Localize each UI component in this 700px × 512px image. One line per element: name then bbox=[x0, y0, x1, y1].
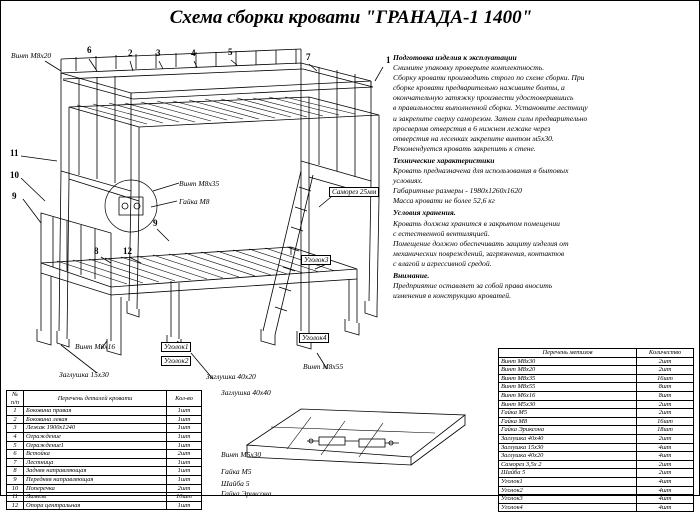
cell-name: Ламель bbox=[24, 493, 167, 502]
instruction-block-2 bbox=[393, 208, 693, 268]
table-row bbox=[499, 400, 694, 409]
callout-number-10: 10 bbox=[10, 170, 19, 180]
table-header-row bbox=[499, 349, 694, 358]
instruction-heading: Условия хранения. bbox=[393, 208, 456, 218]
page-title: Схема сборки кровати "ГРАНАДА-1 1400" bbox=[169, 7, 533, 28]
cell-name: Передняя направляющая bbox=[24, 475, 167, 484]
cell-qty: 4шт bbox=[637, 503, 694, 512]
cell-name: Лестница bbox=[24, 458, 167, 467]
cell-name: Ограждение bbox=[24, 432, 167, 441]
parts-header-name: Перечень деталей кровати bbox=[24, 391, 167, 407]
cell-qty: 2шт bbox=[167, 450, 202, 459]
cell-qty: 2шт bbox=[637, 460, 694, 469]
cell-qty: 10шт bbox=[167, 493, 202, 502]
label-samorez-25mm: Саморез 25мм bbox=[329, 187, 379, 197]
cell-qty: 8шт bbox=[637, 383, 694, 392]
cell-qty: 1шт bbox=[167, 407, 202, 416]
cell-qty: 4шт bbox=[637, 443, 694, 452]
table-row bbox=[7, 493, 202, 502]
callout-number-7: 7 bbox=[306, 52, 311, 62]
cell-index: 6 bbox=[7, 450, 24, 459]
callout-number-6: 6 bbox=[87, 45, 92, 55]
cell-qty: 1шт bbox=[167, 432, 202, 441]
parts-header-index: № п/п bbox=[7, 391, 24, 407]
cell-name: Винт М6х16 bbox=[499, 391, 637, 400]
cell-index: 9 bbox=[7, 475, 24, 484]
cell-index: 4 bbox=[7, 432, 24, 441]
cell-qty: 2шт bbox=[637, 366, 694, 375]
hardware-header-name: Перечень метизов bbox=[499, 349, 637, 358]
cell-name: Опора центральная bbox=[24, 501, 167, 510]
instructions-column bbox=[393, 53, 693, 303]
table-row bbox=[499, 391, 694, 400]
instruction-line: изменения в конструкцию кроватей. bbox=[393, 291, 511, 301]
instruction-heading: Внимание. bbox=[393, 270, 430, 280]
cell-name: Гайка М8 bbox=[499, 417, 637, 426]
instruction-line: Помещение должно обеспечивать защиту изделия от bbox=[393, 238, 569, 248]
table-row bbox=[499, 443, 694, 452]
instruction-line: механических повреждений, загрязнения, контактов bbox=[393, 248, 565, 258]
cell-qty: 4шт bbox=[637, 452, 694, 461]
instruction-line: Предприятие оставляет за собой права вносить bbox=[393, 281, 553, 291]
cell-name: Задняя направляющая bbox=[24, 467, 167, 476]
cell-qty: 8шт bbox=[637, 391, 694, 400]
cell-name: Саморез 3,5х 2 bbox=[499, 460, 637, 469]
instruction-line: Снимите упаковку проверьте комплектность. bbox=[393, 63, 545, 73]
cell-qty: 1шт bbox=[167, 467, 202, 476]
table-row bbox=[7, 475, 202, 484]
hardware-table bbox=[498, 348, 694, 512]
table-row bbox=[499, 503, 694, 512]
cell-name: Уголок4 bbox=[499, 503, 637, 512]
table-row bbox=[499, 409, 694, 418]
callout-number-3: 3 bbox=[156, 48, 161, 58]
label-gaika-m5: Гайка М5 bbox=[221, 467, 252, 476]
hardware-header-qty: Количество bbox=[637, 349, 694, 358]
cell-qty: 1шт bbox=[167, 458, 202, 467]
instruction-block-0 bbox=[393, 53, 693, 153]
instruction-line: сборке кровати предварительно наживите болты, а bbox=[393, 83, 565, 93]
table-row bbox=[7, 432, 202, 441]
cell-qty: 4шт bbox=[637, 486, 694, 495]
table-row bbox=[499, 426, 694, 435]
cell-name: Встойка bbox=[24, 450, 167, 459]
callout-number-2: 2 bbox=[128, 48, 133, 58]
cell-name: Боковина левая bbox=[24, 415, 167, 424]
cell-index: 3 bbox=[7, 424, 24, 433]
cell-name: Винт М8х35 bbox=[499, 374, 637, 383]
table-row bbox=[499, 486, 694, 495]
cell-qty: 1шт bbox=[167, 441, 202, 450]
label-shaiba-5: Шайба 5 bbox=[221, 479, 250, 488]
cell-qty: 1шт bbox=[167, 424, 202, 433]
instruction-line: Кровать предназначена для использования в бытовых bbox=[393, 166, 569, 176]
instruction-line: с естественной вентиляцией. bbox=[393, 228, 490, 238]
label-ugolok4: Уголок4 bbox=[299, 333, 329, 343]
cell-name: Заглушка 15х30 bbox=[499, 443, 637, 452]
cell-qty: 1шт bbox=[167, 501, 202, 510]
table-header-row bbox=[7, 391, 202, 407]
table-row bbox=[499, 383, 694, 392]
callout-number-1: 1 bbox=[386, 55, 391, 65]
cell-name: Уголок2 bbox=[499, 486, 637, 495]
cell-name: Винт М5х30 bbox=[499, 400, 637, 409]
cell-index: 7 bbox=[7, 458, 24, 467]
callout-number-5: 5 bbox=[228, 47, 233, 57]
cell-qty: 4шт bbox=[637, 477, 694, 486]
cell-qty: 2шт bbox=[637, 400, 694, 409]
parts-table bbox=[6, 390, 202, 510]
cell-name: Заглушка 40х20 bbox=[499, 452, 637, 461]
cell-qty: 2шт bbox=[637, 357, 694, 366]
instruction-line: в правильности выполненной сборки. Установите лестницу bbox=[393, 103, 588, 113]
table-row bbox=[499, 374, 694, 383]
table-row bbox=[499, 434, 694, 443]
cell-name: Ограждение1 bbox=[24, 441, 167, 450]
label-zaglushka-40x40: Заглушка 40х40 bbox=[221, 388, 271, 397]
cell-name: Уголок3 bbox=[499, 495, 637, 504]
instruction-heading: Подготовка изделия к эксплуатации bbox=[393, 53, 517, 62]
table-row bbox=[7, 407, 202, 416]
instruction-line: окончательную затяжку произвести удостоверившись bbox=[393, 93, 574, 103]
cell-qty: 18шт bbox=[637, 426, 694, 435]
cell-index: 1 bbox=[7, 407, 24, 416]
instruction-line: Рекомендуется кровать закрепить к стене. bbox=[393, 143, 536, 153]
cell-name: Винт М8х20 bbox=[499, 366, 637, 375]
cell-name: Гайка М5 bbox=[499, 409, 637, 418]
label-vint-m6x16: Винт М6х16 bbox=[75, 342, 116, 351]
instruction-line: с влагой и агрессивной средой. bbox=[393, 258, 492, 268]
cell-name: Шайба 5 bbox=[499, 469, 637, 478]
label-vint-m8x35: Винт М8х35 bbox=[179, 179, 220, 188]
cell-qty: 2шт bbox=[637, 409, 694, 418]
cell-qty: 1шт bbox=[167, 475, 202, 484]
label-ugolok1: Уголок1 bbox=[161, 342, 191, 352]
label-vint-m8x55: Винт М8х55 bbox=[303, 362, 344, 371]
cell-name: Заглушка 40х40 bbox=[499, 434, 637, 443]
callout-number-8: 8 bbox=[94, 246, 99, 256]
cell-index: 11 bbox=[7, 493, 24, 502]
table-row bbox=[7, 484, 202, 493]
cell-name: Боковина правая bbox=[24, 407, 167, 416]
table-row bbox=[7, 441, 202, 450]
table-row bbox=[499, 452, 694, 461]
label-vint-m5x30: Винт М5х30 bbox=[221, 450, 262, 459]
cell-name: Винт М8х55 bbox=[499, 383, 637, 392]
instruction-line: отверстия на лесенках закрепите винтом м5х30. bbox=[393, 133, 554, 143]
label-ugolok2: Уголок2 bbox=[161, 356, 191, 366]
cell-qty: 16шт bbox=[637, 417, 694, 426]
table-row bbox=[7, 501, 202, 510]
ladder-detail-drawing bbox=[241, 399, 471, 495]
table-row bbox=[499, 460, 694, 469]
instruction-line: и закрепите сверху саморезом. Затем силы предварительно bbox=[393, 113, 588, 123]
cell-qty: 2шт bbox=[167, 484, 202, 493]
label-zaglushka-40x20: Заглушка 40х20 bbox=[206, 372, 256, 381]
table-row bbox=[499, 366, 694, 375]
cell-name: Поперечка bbox=[24, 484, 167, 493]
table-row bbox=[7, 415, 202, 424]
cell-index: 8 bbox=[7, 467, 24, 476]
table-row bbox=[7, 424, 202, 433]
table-row bbox=[7, 458, 202, 467]
cell-index: 10 bbox=[7, 484, 24, 493]
callout-number-11: 11 bbox=[10, 148, 19, 158]
cell-name: Уголок1 bbox=[499, 477, 637, 486]
label-gaika-m8: Гайка М8 bbox=[179, 197, 210, 206]
table-row bbox=[499, 469, 694, 478]
table-row bbox=[499, 357, 694, 366]
table-row bbox=[499, 477, 694, 486]
table-row bbox=[499, 417, 694, 426]
cell-qty: 4шт bbox=[637, 495, 694, 504]
cell-index: 2 bbox=[7, 415, 24, 424]
instruction-block-1 bbox=[393, 156, 693, 205]
instruction-line: Кровать должна хранится в закрытом помещении bbox=[393, 218, 560, 228]
instruction-line: Габаритные размеры - 1980х1260х1620 bbox=[393, 186, 522, 196]
label-ugolok3: Уголок3 bbox=[301, 255, 331, 265]
instruction-heading: Технические характеристики bbox=[393, 155, 495, 165]
cell-qty: 1шт bbox=[167, 415, 202, 424]
cell-qty: 2шт bbox=[637, 469, 694, 478]
instruction-line: условиях. bbox=[393, 176, 423, 186]
cell-index: 5 bbox=[7, 441, 24, 450]
cell-qty: 2шт bbox=[637, 434, 694, 443]
label-gaika-eriksona: Гайка Эриксона bbox=[221, 489, 272, 498]
callout-number-9-center: 9 bbox=[153, 218, 158, 228]
callout-number-12: 12 bbox=[123, 246, 132, 256]
table-row bbox=[7, 467, 202, 476]
instruction-line: просверлив отверстия в 6 нижнем лежаке через bbox=[393, 123, 551, 133]
label-zaglushka-15x30: Заглушка 15х30 bbox=[59, 370, 109, 379]
label-vint-m8x20: Винт М8х20 bbox=[11, 51, 52, 60]
cell-name: Гайка Эриксона bbox=[499, 426, 637, 435]
parts-header-qty: Кол-во bbox=[167, 391, 202, 407]
table-row bbox=[7, 450, 202, 459]
callout-number-9-left: 9 bbox=[12, 191, 17, 201]
instruction-line: Сборку кровати производить строго по схеме сборки. При bbox=[393, 73, 585, 83]
callout-number-4: 4 bbox=[191, 48, 196, 58]
cell-qty: 16шт bbox=[637, 374, 694, 383]
cell-name: Лежак 1900х1240 bbox=[24, 424, 167, 433]
cell-name: Винт М8х30 bbox=[499, 357, 637, 366]
instruction-line: Масса кровати не более 52,6 кг bbox=[393, 196, 495, 206]
instruction-block-3 bbox=[393, 271, 693, 300]
cell-index: 12 bbox=[7, 501, 24, 510]
